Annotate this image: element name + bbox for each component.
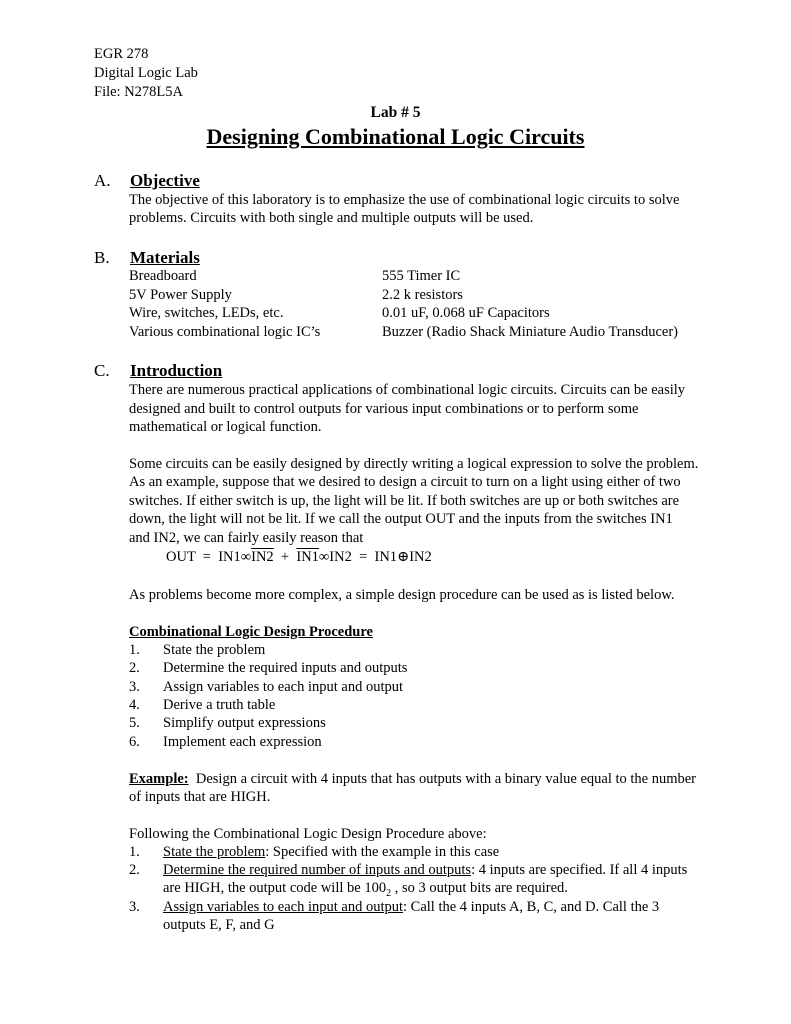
step-2-cont-a: are HIGH, the output code will be 100 (163, 880, 387, 896)
example-line-2: of inputs that are HIGH. (129, 789, 271, 805)
intro-p2-line-2: As an example, suppose that we desired to design a circuit to turn on a light using either of two (129, 474, 681, 490)
step-3-continued: outputs E, F, and G (163, 917, 275, 933)
section-a-letter: A. (94, 171, 111, 190)
procedure-num-4: 4. (129, 697, 140, 713)
intro-p1-line-1: There are numerous practical applications of combinational logic circuits. Circuits can be easily (129, 382, 686, 398)
eq-lhs: OUT = IN1 (166, 549, 241, 565)
eq-term2-in2: IN2 (329, 549, 352, 565)
eq-rhs: = IN1 (351, 549, 398, 565)
objective-line-1: The objective of this laboratory is to emphasize the use of combinational logic circuits to solve (129, 192, 680, 208)
xor-symbol: ⊕ (397, 549, 410, 565)
step-3 (163, 898, 659, 916)
material-right-4: Buzzer (Radio Shack Miniature Audio Transducer) (382, 324, 678, 340)
section-materials-heading: Materials (130, 248, 200, 267)
procedure-num-2: 2. (129, 660, 140, 676)
eq-term2-in1-bar: IN1 (296, 549, 319, 565)
step-1 (163, 843, 499, 861)
eq-term1-in2-bar: IN2 (251, 549, 274, 565)
intro-p1-line-3: mathematical or logical function. (129, 419, 322, 435)
lab-name: Digital Logic Lab (94, 65, 198, 81)
step-2 (163, 861, 687, 879)
intro-p3: As problems become more complex, a simple design procedure can be used as is listed below. (129, 587, 675, 603)
section-b-letter: B. (94, 248, 110, 267)
section-c-letter: C. (94, 361, 110, 380)
material-right-3: 0.01 uF, 0.068 uF Capacitors (382, 305, 550, 321)
xor-equation (166, 548, 432, 566)
lab-number: Lab # 5 (370, 104, 421, 121)
page-title: Designing Combinational Logic Circuits (206, 124, 585, 149)
eq-and-symbol-2: ∞ (318, 549, 330, 565)
procedure-item-2: Determine the required inputs and outputs (163, 660, 408, 676)
step-1-label: State the problem (163, 844, 266, 860)
intro-p2-line-1: Some circuits can be easily designed by directly writing a logical expression to solve the problem. (129, 456, 699, 472)
procedure-num-1: 1. (129, 642, 140, 658)
example-line-1 (129, 770, 696, 788)
eq-plus: + (273, 549, 297, 565)
material-left-3: Wire, switches, LEDs, etc. (129, 305, 284, 321)
procedure-item-3: Assign variables to each input and output (163, 679, 404, 695)
material-left-4: Various combinational logic IC’s (129, 324, 321, 340)
course-code: EGR 278 (94, 46, 149, 62)
intro-p1-line-2: designed and built to control outputs for various input combinations or to perform some (129, 401, 639, 417)
binary-subscript: 2 (386, 887, 392, 899)
material-right-1: 555 Timer IC (382, 268, 461, 284)
example-label: Example: (129, 771, 189, 787)
procedure-item-4: Derive a truth table (163, 697, 276, 713)
material-right-2: 2.2 k resistors (382, 287, 463, 303)
step-2-rest: : 4 inputs are specified. If all 4 inputs (471, 862, 688, 878)
step-3-rest: : Call the 4 inputs A, B, C, and D. Call the 3 (403, 899, 660, 915)
step-2-cont-b: , so 3 output bits are required. (391, 880, 568, 896)
procedure-item-6: Implement each expression (163, 734, 322, 750)
procedure-item-1: State the problem (163, 642, 266, 658)
step-3-label: Assign variables to each input and output (163, 899, 404, 915)
procedure-heading: Combinational Logic Design Procedure (129, 624, 373, 640)
step-3-num: 3. (129, 899, 140, 915)
eq-end: IN2 (409, 549, 432, 565)
following-text: Following the Combinational Logic Design Procedure above: (129, 826, 487, 842)
intro-p2-line-3: switches. If either switch is up, the light will be lit. If both switches are up or both switches are (129, 493, 680, 509)
step-1-num: 1. (129, 844, 140, 860)
step-1-rest: : Specified with the example in this case (265, 844, 500, 860)
section-introduction-heading: Introduction (130, 361, 223, 380)
procedure-item-5: Simplify output expressions (163, 715, 326, 731)
objective-line-2: problems. Circuits with both single and multiple outputs will be used. (129, 210, 534, 226)
procedure-num-6: 6. (129, 734, 140, 750)
eq-and-symbol: ∞ (240, 549, 252, 565)
material-left-1: Breadboard (129, 268, 197, 284)
section-objective-heading: Objective (130, 171, 200, 190)
procedure-num-5: 5. (129, 715, 140, 731)
step-2-label: Determine the required number of inputs and outputs (163, 862, 472, 878)
intro-p2-line-5: and IN2, we can fairly easily reason that (129, 530, 364, 546)
procedure-num-3: 3. (129, 679, 140, 695)
step-2-num: 2. (129, 862, 140, 878)
material-left-2: 5V Power Supply (129, 287, 232, 303)
example-text: Design a circuit with 4 inputs that has outputs with a binary value equal to the number (188, 771, 697, 787)
intro-p2-line-4: down, the light will not be lit. If we call the output OUT and the inputs from the switches IN1 (129, 511, 673, 527)
file-name: File: N278L5A (94, 84, 184, 100)
